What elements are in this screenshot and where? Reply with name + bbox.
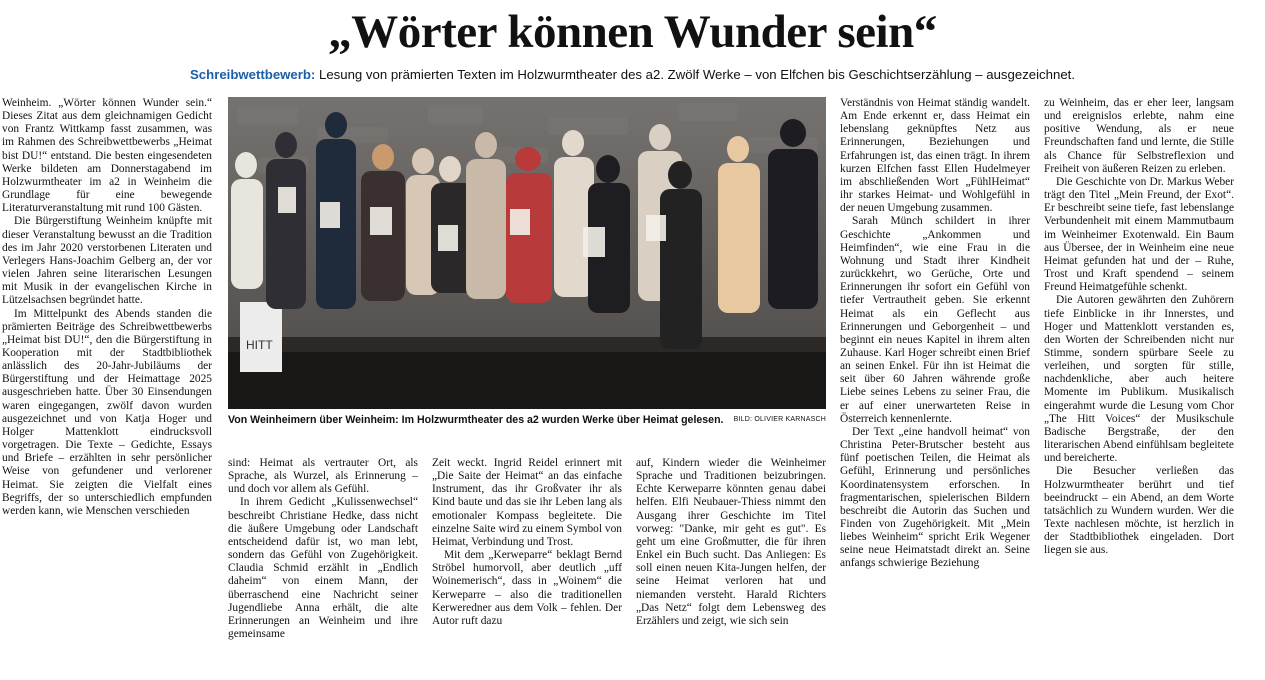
- photo-credit: BILD: OLIVIER KARNASCH: [733, 416, 826, 423]
- article-column-1: [2, 97, 212, 662]
- article-column-5: [840, 97, 1030, 662]
- article-column-2: [228, 457, 418, 662]
- subheadline: [0, 66, 1265, 84]
- paragraph: Verständnis von Heimat ständig wandelt. Am Ende erkennt er, dass Heimat ein lebenslang geknüpftes Netz aus Erinnerungen, Beziehungen und Erfahrungen ist, das einen trägt. In ihrem kurzen Elfchen fasst Ellen Hudelmeyer im abschließenden Wort „FühlHeimat“ ihr starkes Heimat- und Wohlgefühl in der neuen Umgebung zusammen.: [840, 97, 1030, 215]
- paragraph: Im Mittelpunkt des Abends standen die prämierten Beiträge des Schreibwettbewerbs „Heimat bist DU!“, den die Bürgerstiftung in Kooperation mit der Stadtbibliothek anlässlich des 20-Jahr-Jubiläums der Bürgerstiftung und der Heimattage 2025 ausgeschrieben hatte. Über 30 Einsendungen waren eingegangen, zwölf davon wurden ausgezeichnet und von Katja Hoger und Holger Mattenklott eindrucksvoll vorgetragen. Die Texte – Gedichte, Essays und Briefe – erzählten in sehr persönlicher Weise von gefundener und verlorener Heimat. Sie zeigten die Vielfalt eines Begriffs, der so unterschiedlich empfunden werden kann, wie Menschen verschieden: [2, 307, 212, 517]
- paragraph: Die Geschichte von Dr. Markus Weber trägt den Titel „Mein Freund, der Exot“. Er beschreibt seine tiefe, fast lebenslange Verbundenheit mit einem Mammutbaum im Weinheimer Exotenwald. Ein Baum aus Übersee, der in Weinheim eine neue Heimat gefunden hat und der – Ruhe, Trost und Kraft spendend – seinem Freund Heimatgefühle schenkt.: [1044, 175, 1234, 294]
- paragraph: Sarah Münch schildert in ihrer Geschichte „Ankommen und Heimfinden“, wie eine Frau in die Wohnung und Stadt ihrer Kindheit zurückkehrt, wo Gerüche, Orte und Erinnerungen ihr sofort ein Gefühl von tiefer Vertrautheit geben. Sie erkennt Heimat als ein Geflecht aus Erinnerungen und Geborgenheit – und beginnt ein neues Kapitel in ihrem alten Zuhause. Karl Hoger schreibt einen Brief an seinen Enkel. Für ihn ist Heimat die seit über 60 Jahren währende große Liebe seines Lebens zu seiner Frau, die er auf einer unerwarteten Reise in Österreich kennenlernte.: [840, 215, 1030, 425]
- paragraph: Der Text „eine handvoll heimat“ von Christina Peter-Brutscher besteht aus fünf poetischen Teilen, die Heimat als Gefühl, Erinnerung und persönliches Koordinatensystem erforschen. In fragmentarischen, spielerischen Bildern beschreibt die Autorin das Suchen und Finden von Zugehörigkeit. Mit „Mein liebes Weinheim“ spricht Erik Wegener seine neue Heimatstadt direkt an. Seine anfangs schwierige Beziehung: [840, 425, 1030, 570]
- paragraph: auf, Kindern wieder die Weinheimer Sprache und Traditionen beizubringen. Echte Kerweparre könnten genau dabei helfen. Elfi Neubauer-Thiess nimmt den Ausgang ihrer Geschichte im Titel vorweg: "Danke, mir geht es gut". Es geht um eine Großmutter, die für ihren Enkel ein Buch sucht. Das Anliegen: Es soll einen neuen Kita-Jungen helfen, der seine Heimat verloren hat und niemanden versteht. Harald Richters „Das Netz“ folgt dem Lebensweg des Erzählers und zeigt, wie sich sein: [636, 457, 826, 627]
- paragraph: Weinheim. „Wörter können Wunder sein.“ Dieses Zitat aus dem gleichnamigen Gedicht von Frantz Wittkamp fasst zusammen, was im Rahmen des Schreibwettbewerbs „Heimat bist DU!“ entstand. Die besten eingesendeten Werke bildeten am Donnerstagabend im Holzwurmtheater im a2 in Weinheim die Grundlage für eine bewegende Literaturveranstaltung mit rund 100 Gästen.: [2, 97, 212, 215]
- paragraph: sind: Heimat als vertrauter Ort, als Sprache, als Wurzel, als Erinnerung – und doch vor allem als Gefühl.: [228, 457, 418, 496]
- paragraph: In ihrem Gedicht „Kulissenwechsel“ beschreibt Christiane Hedke, dass nicht die äußere Umgebung oder Landschaft entscheidend dafür ist, wo man lebt, sondern das Gefühl von Zugehörigkeit. Claudia Schmid erzählt in „Endlich daheim“ von einem Mann, der überraschend eine Nachricht seiner Jugendliebe Anna erhält, die alte Erinnerungen an Weinheim und ihre gemeinsame: [228, 496, 418, 641]
- event-photo: [228, 97, 826, 409]
- article-column-4: [636, 457, 826, 662]
- article-column-6: [1044, 97, 1234, 662]
- photo-illustration: [228, 97, 826, 409]
- headline: „Wörter können Wunder sein“: [328, 6, 937, 58]
- photo-caption: [228, 412, 826, 428]
- paragraph: Die Bürgerstiftung Weinheim knüpfte mit dieser Veranstaltung bewusst an die Tradition des im Jahr 2020 verstorbenen Literaten und Verlegers Hans-Joachim Gelberg an, der vor vielen Jahren seine literarischen Lesungen mit Musik in der evangelischen Kirche in Lützelsachsen begründet hatte.: [2, 215, 212, 307]
- subheadline-text: Lesung von prämierten Texten im Holzwurmtheater des a2. Zwölf Werke – von Elfchen bis Geschichtserzählung – ausgezeichnet.: [315, 67, 1075, 82]
- caption-text: Von Weinheimern über Weinheim: Im Holzwurmtheater des a2 wurden Werke über Heimat gelesen.: [228, 414, 724, 426]
- paragraph: Die Besucher verließen das Holzwurmtheater berührt und tief beeindruckt – ein Abend, an dem Worte tatsächlich zu Wundern wurden. Wer die Texte nachlesen möchte, ist herzlich in der Stadtbibliothek eingeladen. Dort liegen sie aus.: [1044, 465, 1234, 557]
- paragraph: Mit dem „Kerweparre“ beklagt Bernd Ströbel humorvoll, aber deutlich „uff Woinemerisch“, dass in „Woinem“ die Kerweparre – also die traditionellen Kerweredner aus dem Volk – fehlen. Der Autor ruft dazu: [432, 549, 622, 627]
- paragraph: Zeit weckt. Ingrid Reidel erinnert mit „Die Saite der Heimat“ an das einfache Instrument, das ihr Großvater ihr als Kind baute und das sie ihr Leben lang als emotionaler Kompass begleitete. Die einzelne Saite wird zu einem Symbol von Heimat, Verbindung und Trost.: [432, 457, 622, 548]
- kicker-label: Schreibwettbewerb:: [190, 67, 316, 82]
- paragraph: Die Autoren gewährten den Zuhörern tiefe Einblicke in ihr Innerstes, und Hoger und Mattenklott verstanden es, den Worten der Schreibenden nicht nur Stimme, sondern spürbare Seele zu verleihen, und sorgten für stille, nachdenkliche, aber auch heitere Momente im Publikum. Musikalisch eingerahmt wurde die Lesung vom Chor „The Hitt Voices“ der Musikschule Badische Bergstraße, der den literarischen Abend einfühlsam begleitete und bereicherte.: [1044, 294, 1234, 465]
- stage-sign-text: HITT: [246, 338, 273, 352]
- paragraph: zu Weinheim, das er eher leer, langsam und ereignislos erlebte, nahm eine positive Wendung, als er neue Freundschaften fand und lernte, die Stille als Chance für Selbstreflexion und Freiheit von äußeren Reizen zu erleben.: [1044, 97, 1234, 175]
- article-column-3: [432, 457, 622, 662]
